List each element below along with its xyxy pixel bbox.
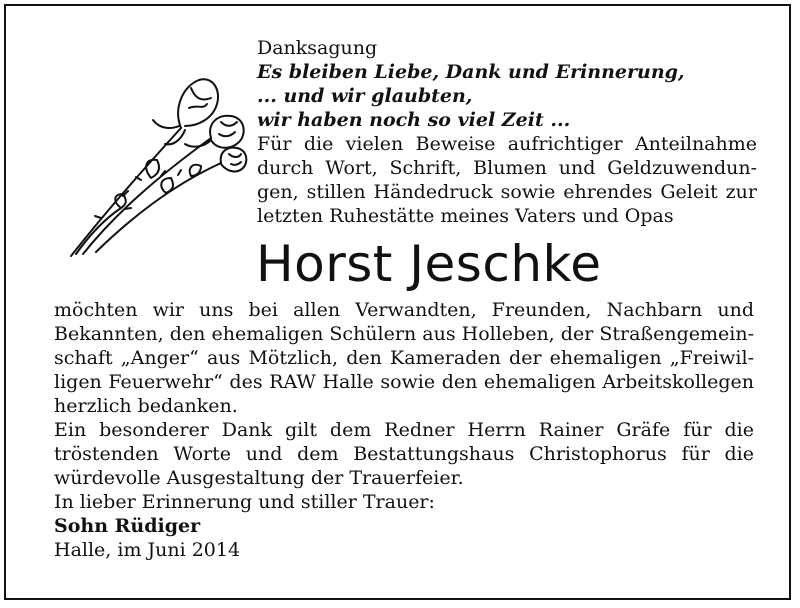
- heading: Danksagung: [257, 37, 378, 59]
- body-line: ligen Feuerwehr“ des RAW Halle sowie den ehemaligen Arbeitskollegen: [54, 371, 754, 393]
- body-line: schaft „Anger“ aus Mötzlich, den Kameraden der ehemaligen „Freiwil-: [54, 347, 754, 369]
- body-line: Bekannten, den ehemaligen Schülern aus Holleben, der Straßengemein-: [54, 323, 754, 345]
- body-line: möchten wir uns bei allen Verwandten, Freunden, Nachbarn und: [54, 299, 754, 321]
- closing-line: In lieber Erinnerung und stiller Trauer:: [54, 491, 435, 513]
- body-line: herzlich bedanken.: [54, 395, 238, 417]
- motto-line: wir haben noch so viel Zeit ...: [257, 109, 571, 131]
- deceased-name: Horst Jeschke: [256, 235, 602, 293]
- intro-line: letzten Ruhestätte meines Vaters und Opas: [257, 205, 674, 227]
- intro-block: [257, 36, 757, 228]
- place-date: Halle, im Juni 2014: [54, 539, 241, 561]
- body-block: [54, 298, 754, 562]
- intro-line: durch Wort, Schrift, Blumen und Geldzuwendun-: [257, 157, 757, 179]
- motto-line: Es bleiben Liebe, Dank und Erinnerung,: [257, 61, 685, 83]
- body-line: würdevolle Ausgestaltung der Trauerfeier.: [54, 467, 464, 489]
- intro-line: gen, stillen Händedruck sowie ehrendes Geleit zur: [257, 181, 757, 203]
- body-line: Ein besonderer Dank gilt dem Redner Herrn Rainer Gräfe für die: [54, 419, 754, 441]
- motto-line: ... und wir glaubten,: [257, 85, 473, 107]
- signature: Sohn Rüdiger: [54, 515, 201, 537]
- intro-line: Für die vielen Beweise aufrichtiger Anteilnahme: [257, 133, 757, 155]
- body-line: tröstenden Worte und dem Bestattungshaus Christophorus für die: [54, 443, 754, 465]
- rose-illustration-icon: [61, 68, 261, 258]
- obituary-notice: [4, 4, 791, 600]
